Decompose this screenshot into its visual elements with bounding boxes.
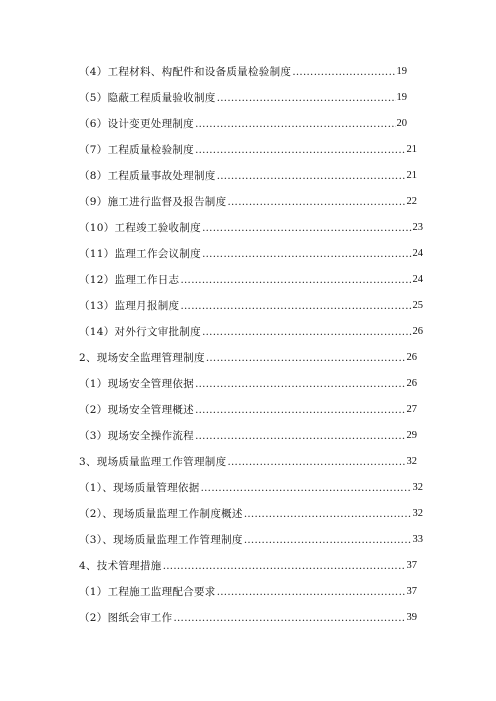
toc-entry: [79, 271, 423, 289]
toc-entry: [79, 193, 417, 211]
toc-entry-page: 33: [412, 534, 423, 545]
toc-entry-title: （13）监理月报制度: [79, 300, 180, 312]
toc-entry: [79, 89, 407, 107]
toc-entry-page: 32: [412, 508, 423, 519]
toc-entry-page: 25: [412, 300, 423, 311]
toc-entry: [79, 609, 417, 627]
toc-entry-page: 24: [412, 248, 423, 259]
toc-entry-page: 26: [412, 326, 423, 337]
toc-entry-title: （7）工程质量检验制度: [79, 144, 194, 156]
toc-entry-title: （3）、现场质量监理工作管理制度: [79, 534, 243, 546]
toc-leader-dots: [217, 583, 406, 601]
toc-leader-dots: [180, 297, 411, 315]
toc-entry: [79, 453, 417, 471]
toc-entry-title: （2）、现场质量监理工作制度概述: [79, 508, 243, 520]
toc-leader-dots: [195, 401, 406, 419]
toc-leader-dots: [202, 219, 412, 237]
toc-entry: [79, 297, 423, 315]
toc-entry-title: （1）现场安全管理依据: [79, 378, 194, 390]
toc-entry-page: 24: [412, 274, 423, 285]
toc-entry-title: （6）设计变更处理制度: [79, 118, 194, 130]
toc-entry-title: （2）现场安全管理概述: [79, 404, 194, 416]
toc-leader-dots: [217, 167, 406, 185]
toc-entry: [79, 63, 407, 81]
toc-entry-title: （5）隐蔽工程质量验收制度: [79, 92, 216, 104]
toc-leader-dots: [227, 453, 405, 471]
toc-entry-page: 32: [406, 456, 417, 467]
toc-entry: [79, 375, 417, 393]
toc-entry: [79, 427, 417, 445]
toc-leader-dots: [202, 323, 412, 341]
toc-entry: [79, 401, 417, 419]
toc-entry-page: 32: [412, 482, 423, 493]
toc-entry: [79, 219, 423, 237]
toc-entry-title: （8）工程质量事故处理制度: [79, 170, 216, 182]
toc-leader-dots: [163, 557, 406, 575]
toc-entry: [79, 583, 417, 601]
toc-entry-title: （14）对外行文审批制度: [79, 326, 201, 338]
toc-leader-dots: [217, 89, 396, 107]
toc-entry-page: 23: [412, 222, 423, 233]
toc-entry-title: （12）监理工作日志: [79, 274, 180, 286]
toc-entry-title: 4、技术管理措施: [79, 560, 162, 572]
toc-entry: [79, 245, 423, 263]
toc-entry-title: （1）工程施工监理配合要求: [79, 586, 216, 598]
toc-entry: [79, 141, 417, 159]
toc-entry-title: （9）施工进行监督及报告制度: [79, 196, 227, 208]
toc-entry-title: （4）工程材料、构配件和设备质量检验制度: [79, 66, 292, 78]
toc-entry-title: 3、现场质量监理工作管理制度: [79, 456, 227, 468]
toc-leader-dots: [195, 115, 396, 133]
toc-entry: [79, 557, 417, 575]
toc-leader-dots: [292, 63, 395, 81]
toc-entry-page: 26: [406, 378, 417, 389]
toc-entry: [79, 505, 423, 523]
toc-entry-page: 21: [406, 144, 417, 155]
toc-entry-title: （10）工程竣工验收制度: [79, 222, 201, 234]
toc-entry-page: 19: [396, 92, 407, 103]
toc-entry-page: 19: [396, 66, 407, 77]
toc-leader-dots: [195, 141, 406, 159]
toc-entry-page: 39: [406, 612, 417, 623]
toc-entry-title: （3）现场安全操作流程: [79, 430, 194, 442]
toc-leader-dots: [206, 349, 406, 367]
toc-entry-page: 29: [406, 430, 417, 441]
toc-entry-title: 2、现场安全监理管理制度: [79, 352, 205, 364]
toc-entry: [79, 349, 417, 367]
toc-entry-title: （2）图纸会审工作: [79, 612, 173, 624]
toc-leader-dots: [201, 479, 412, 497]
toc-leader-dots: [195, 427, 406, 445]
toc-leader-dots: [180, 271, 411, 289]
toc-leader-dots: [173, 609, 405, 627]
toc-entry-page: 27: [406, 404, 417, 415]
toc-entry: [79, 479, 423, 497]
toc-entry: [79, 167, 417, 185]
toc-entry-title: （1）、现场质量管理依据: [79, 482, 200, 494]
toc-leader-dots: [244, 531, 412, 549]
toc-entry-title: （11）监理工作会议制度: [79, 248, 201, 260]
toc-entry: [79, 323, 423, 341]
toc-leader-dots: [244, 505, 412, 523]
toc-leader-dots: [202, 245, 412, 263]
toc-entry-page: 22: [406, 196, 417, 207]
toc-leader-dots: [195, 375, 406, 393]
toc-entry-page: 37: [406, 560, 417, 571]
toc-entry-page: 37: [406, 586, 417, 597]
toc-leader-dots: [227, 193, 405, 211]
toc-entry-page: 26: [406, 352, 417, 363]
toc-entry: [79, 115, 407, 133]
toc-entry-page: 20: [396, 118, 407, 129]
toc-entry: [79, 531, 423, 549]
toc-entry-page: 21: [406, 170, 417, 181]
